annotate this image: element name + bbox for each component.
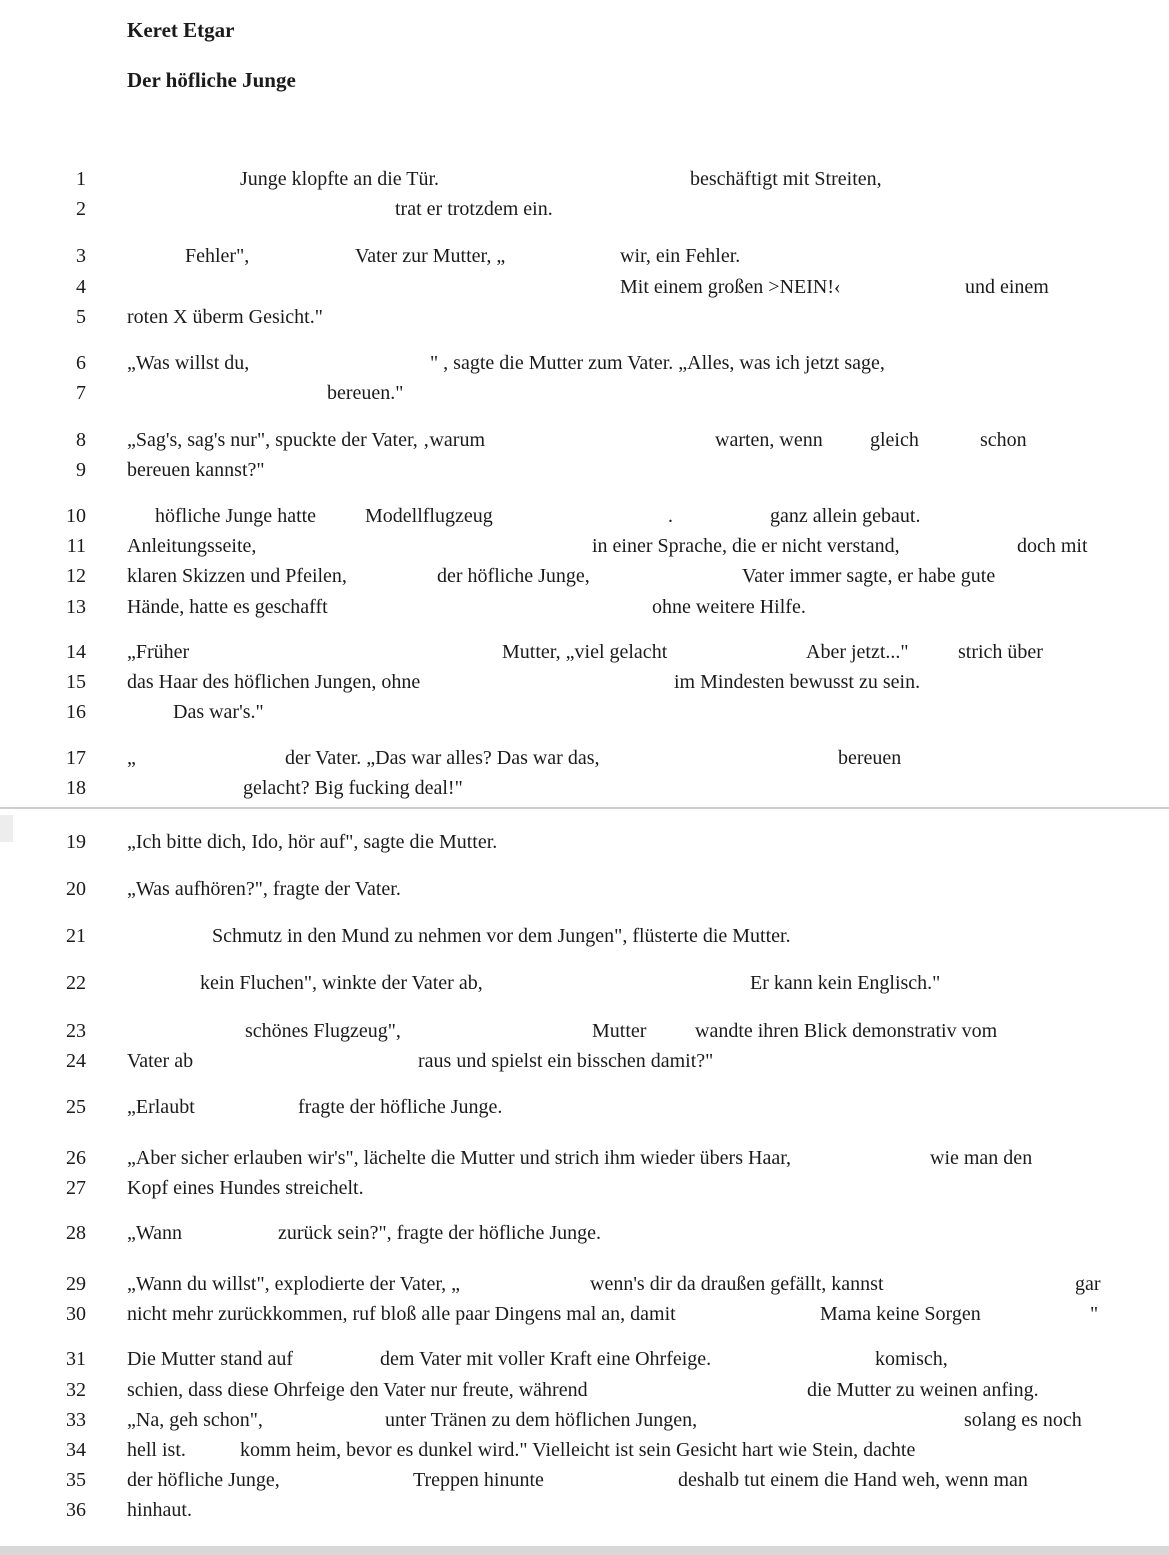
- line-text-segment: trat er trotzdem ein.: [395, 198, 553, 220]
- line-text-segment: Mit einem großen >NEIN!‹: [620, 276, 841, 298]
- line-text-segment: bereuen.": [327, 382, 404, 404]
- text-line: [0, 168, 1169, 192]
- line-text-segment: Mutter: [592, 1020, 647, 1042]
- line-text-segment: " , sagte die Mutter zum Vater. „Alles, was ich jetzt sage,: [430, 352, 885, 374]
- line-text-segment: warten, wenn: [715, 429, 823, 451]
- text-line: [0, 777, 1169, 801]
- line-number: 14: [66, 641, 86, 663]
- line-text-segment: gleich: [870, 429, 919, 451]
- line-text-segment: Treppen hinunte: [413, 1469, 544, 1491]
- text-line: [0, 565, 1169, 589]
- line-text-segment: ": [1090, 1303, 1099, 1325]
- line-number: 32: [66, 1379, 86, 1401]
- line-number: 33: [66, 1409, 86, 1431]
- line-number: 13: [66, 596, 86, 618]
- text-line: [0, 641, 1169, 665]
- line-text-segment: Anleitungsseite,: [127, 535, 257, 557]
- text-line: [0, 1222, 1169, 1246]
- line-number: 18: [66, 777, 86, 799]
- text-line: [0, 535, 1169, 559]
- line-text-segment: bereuen: [838, 747, 902, 769]
- line-number: 29: [66, 1273, 86, 1295]
- text-line: [0, 925, 1169, 949]
- text-line: [0, 972, 1169, 996]
- line-text-segment: kein Fluchen", winkte der Vater ab,: [200, 972, 483, 994]
- line-text-segment: Schmutz in den Mund zu nehmen vor dem Jungen", flüsterte die Mutter.: [212, 925, 791, 947]
- line-number: 34: [66, 1439, 86, 1461]
- line-number: 36: [66, 1499, 86, 1521]
- page-break-divider: [0, 807, 1169, 809]
- line-number: 6: [76, 352, 86, 374]
- line-text-segment: deshalb tut einem die Hand weh, wenn man: [678, 1469, 1028, 1491]
- line-number: 8: [76, 429, 86, 451]
- line-text-segment: zurück sein?", fragte der höfliche Junge.: [278, 1222, 602, 1244]
- line-number: 4: [76, 276, 86, 298]
- text-line: [0, 1303, 1169, 1327]
- text-line: [0, 596, 1169, 620]
- line-number: 31: [66, 1348, 86, 1370]
- text-line: [0, 505, 1169, 529]
- line-text-segment: höfliche Junge hatte: [155, 505, 317, 527]
- text-line: [0, 671, 1169, 695]
- line-text-segment: wir, ein Fehler.: [620, 245, 741, 267]
- line-text-segment: schönes Flugzeug",: [245, 1020, 401, 1042]
- line-text-segment: „Erlaubt: [127, 1096, 195, 1118]
- line-text-segment: klaren Skizzen und Pfeilen,: [127, 565, 347, 587]
- page-margin-artifact: [0, 815, 13, 842]
- line-text-segment: Die Mutter stand auf: [127, 1348, 294, 1370]
- line-number: 12: [66, 565, 86, 587]
- text-line: [0, 276, 1169, 300]
- line-text-segment: Hände, hatte es geschafft: [127, 596, 328, 618]
- text-line: [0, 352, 1169, 376]
- text-line: [0, 245, 1169, 269]
- line-text-segment: beschäftigt mit Streiten,: [690, 168, 882, 190]
- line-text-segment: .: [668, 505, 673, 527]
- line-number: 30: [66, 1303, 86, 1325]
- text-line: [0, 382, 1169, 406]
- line-number: 16: [66, 701, 86, 723]
- line-text-segment: wandte ihren Blick demonstrativ vom: [695, 1020, 998, 1042]
- line-text-segment: ohne weitere Hilfe.: [652, 596, 806, 618]
- line-text-segment: der Vater. „Das war alles? Das war das,: [285, 747, 600, 769]
- line-text-segment: bereuen kannst?": [127, 459, 265, 481]
- line-text-segment: strich über: [958, 641, 1043, 663]
- line-number: 25: [66, 1096, 86, 1118]
- text-line: [0, 1379, 1169, 1403]
- text-line: [0, 306, 1169, 330]
- line-number: 24: [66, 1050, 86, 1072]
- line-text-segment: dem Vater mit voller Kraft eine Ohrfeige.: [380, 1348, 712, 1370]
- line-text-segment: ganz allein gebaut.: [770, 505, 921, 527]
- line-text-segment: „Sag's, sag's nur", spuckte der Vater, ‚warum: [127, 429, 485, 451]
- line-text-segment: komm heim, bevor es dunkel wird." Vielleicht ist sein Gesicht hart wie Stein, dachte: [240, 1439, 916, 1461]
- author-name: Keret Etgar: [127, 18, 235, 42]
- line-text-segment: und einem: [965, 276, 1049, 298]
- line-text-segment: der höfliche Junge,: [437, 565, 590, 587]
- line-text-segment: im Mindesten bewusst zu sein.: [674, 671, 921, 693]
- line-text-segment: hell ist.: [127, 1439, 186, 1461]
- line-text-segment: wenn's dir da draußen gefällt, kannst: [590, 1273, 884, 1295]
- line-number: 15: [66, 671, 86, 693]
- text-line: [0, 1499, 1169, 1523]
- text-line: [0, 1348, 1169, 1372]
- line-number: 10: [66, 505, 86, 527]
- line-text-segment: Mutter, „viel gelacht: [502, 641, 668, 663]
- line-number: 3: [76, 245, 86, 267]
- line-text-segment: „Früher: [127, 641, 190, 663]
- line-text-segment: raus und spielst ein bisschen damit?": [418, 1050, 714, 1072]
- line-text-segment: Aber jetzt...": [806, 641, 909, 663]
- text-line: [0, 198, 1169, 222]
- line-number: 19: [66, 831, 86, 853]
- line-text-segment: Kopf eines Hundes streichelt.: [127, 1177, 364, 1199]
- text-line: [0, 1177, 1169, 1201]
- text-line: [0, 747, 1169, 771]
- line-number: 11: [66, 535, 86, 557]
- line-text-segment: „Wann du willst", explodierte der Vater, „: [127, 1273, 461, 1295]
- text-line: [0, 1273, 1169, 1297]
- text-line: [0, 1050, 1169, 1074]
- line-text-segment: Er kann kein Englisch.": [750, 972, 941, 994]
- text-line: [0, 1020, 1169, 1044]
- line-number: 2: [76, 198, 86, 220]
- page-edge-strip: [0, 1546, 1169, 1555]
- text-line: [0, 701, 1169, 725]
- line-text-segment: schon: [980, 429, 1027, 451]
- text-line: [0, 1147, 1169, 1171]
- text-line: [0, 1096, 1169, 1120]
- line-text-segment: roten X überm Gesicht.": [127, 306, 323, 328]
- line-text-segment: in einer Sprache, die er nicht verstand,: [592, 535, 900, 557]
- text-line: [0, 1439, 1169, 1463]
- line-number: 7: [76, 382, 86, 404]
- line-text-segment: doch mit: [1017, 535, 1088, 557]
- line-number: 27: [66, 1177, 86, 1199]
- line-number: 23: [66, 1020, 86, 1042]
- line-text-segment: gelacht? Big fucking deal!": [243, 777, 463, 799]
- line-text-segment: „Was aufhören?", fragte der Vater.: [127, 878, 401, 900]
- line-text-segment: unter Tränen zu dem höflichen Jungen,: [385, 1409, 698, 1431]
- text-line: [0, 1409, 1169, 1433]
- line-text-segment: fragte der höfliche Junge.: [298, 1096, 503, 1118]
- line-text-segment: Vater zur Mutter, „: [355, 245, 506, 267]
- line-text-segment: komisch,: [875, 1348, 948, 1370]
- line-number: 22: [66, 972, 86, 994]
- text-line: [0, 878, 1169, 902]
- text-line: [0, 459, 1169, 483]
- line-text-segment: „: [127, 747, 136, 769]
- line-text-segment: das Haar des höflichen Jungen, ohne: [127, 671, 421, 693]
- line-text-segment: Vater immer sagte, er habe gute: [742, 565, 996, 587]
- line-text-segment: Junge klopfte an die Tür.: [240, 168, 440, 190]
- line-text-segment: der höfliche Junge,: [127, 1469, 280, 1491]
- line-number: 21: [66, 925, 86, 947]
- line-number: 5: [76, 306, 86, 328]
- line-number: 20: [66, 878, 86, 900]
- line-number: 9: [76, 459, 86, 481]
- line-number: 26: [66, 1147, 86, 1169]
- line-text-segment: Fehler",: [185, 245, 250, 267]
- text-line: [0, 1469, 1169, 1493]
- line-text-segment: Modellflugzeug: [365, 505, 493, 527]
- line-text-segment: „Ich bitte dich, Ido, hör auf", sagte die Mutter.: [127, 831, 498, 853]
- document-title: Der höfliche Junge: [127, 68, 296, 92]
- line-text-segment: wie man den: [930, 1147, 1033, 1169]
- line-text-segment: Vater ab: [127, 1050, 194, 1072]
- line-text-segment: Das war's.": [173, 701, 264, 723]
- line-text-segment: Mama keine Sorgen: [820, 1303, 981, 1325]
- line-text-segment: nicht mehr zurückkommen, ruf bloß alle paar Dingens mal an, damit: [127, 1303, 676, 1325]
- line-text-segment: „Was willst du,: [127, 352, 250, 374]
- line-text-segment: „Wann: [127, 1222, 183, 1244]
- line-text-segment: „Aber sicher erlauben wir's", lächelte die Mutter und strich ihm wieder übers Haar,: [127, 1147, 792, 1169]
- line-number: 28: [66, 1222, 86, 1244]
- line-number: 35: [66, 1469, 86, 1491]
- line-text-segment: solang es noch: [964, 1409, 1082, 1431]
- line-text-segment: gar: [1075, 1273, 1101, 1295]
- text-line: [0, 429, 1169, 453]
- text-line: [0, 831, 1169, 855]
- line-text-segment: schien, dass diese Ohrfeige den Vater nur freute, während: [127, 1379, 588, 1401]
- line-number: 1: [76, 168, 86, 190]
- line-text-segment: „Na, geh schon",: [127, 1409, 263, 1431]
- line-number: 17: [66, 747, 86, 769]
- line-text-segment: hinhaut.: [127, 1499, 192, 1521]
- line-text-segment: die Mutter zu weinen anfing.: [807, 1379, 1039, 1401]
